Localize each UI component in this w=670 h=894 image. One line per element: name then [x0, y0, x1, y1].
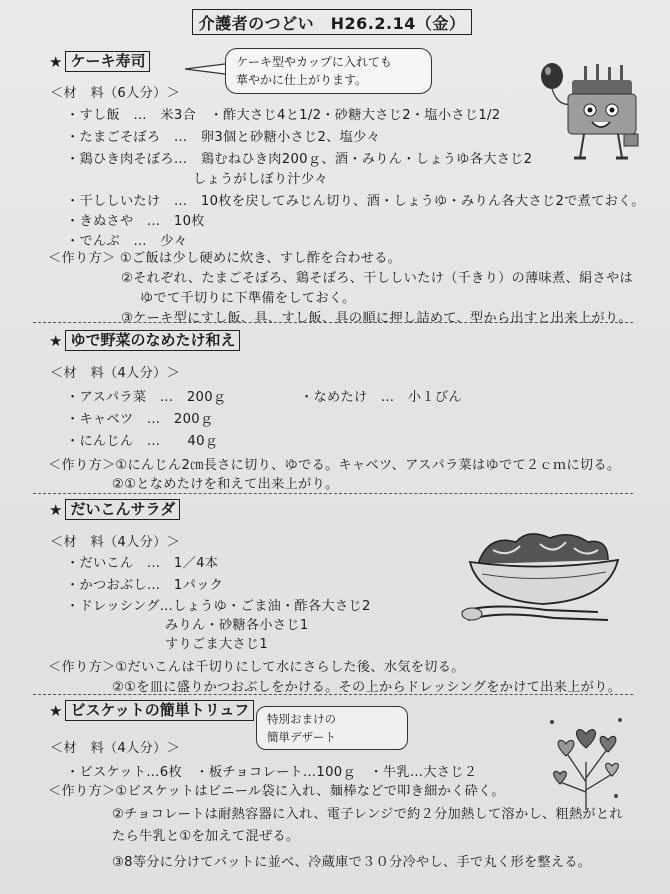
section-divider — [33, 493, 633, 494]
daikon-ingredient: みりん・砂糖各小さじ1 — [165, 618, 309, 633]
star-icon: ★ — [49, 701, 63, 720]
namedake-ingredient: ・なめたけ … 小１びん — [300, 390, 462, 405]
cake-sushi-ingredient: ・きぬさや … 10枚 — [66, 214, 205, 229]
namedake-ingredient: ・にんじん … 40ｇ — [66, 434, 219, 449]
cake-sushi-note — [225, 48, 432, 94]
section-divider — [33, 322, 633, 323]
namedake-step: ＜作り方＞①にんじん2㎝長さに切り、ゆでる。キャベツ、アスパラ菜はゆでて２ｃｍに切る。 — [48, 458, 621, 473]
cake-sushi-note-line-2: 華やかに仕上がります。 — [236, 73, 368, 87]
cake-sushi-ingredient: ・干ししいたけ … 10枚を戻してみじん切り、酒・しょうゆ・みりん各大さじ2で煮ておく。 — [66, 194, 645, 209]
daikon-ingredient: ・ドレッシング…しょうゆ・ごま油・酢各大さじ2 — [66, 599, 371, 614]
section-title-truffle — [49, 700, 254, 721]
heart-bouquet-icon — [546, 712, 626, 812]
daikon-ingredient: すりごま大さじ1 — [165, 637, 269, 652]
truffle-title: ビスケットの簡単トリュフ — [65, 700, 254, 721]
bonus-dessert-label-line-2: 簡単デザート — [267, 730, 336, 744]
cake-sushi-ingredient: ・すし飯 … 米3合 ・酢大さじ4と1/2・砂糖大さじ2・塩小さじ1/2 — [66, 108, 501, 123]
cake-sushi-step: ＜作り方＞ ①ご飯は少し硬めに炊き、すし酢を合わせる。 — [48, 251, 402, 266]
cake-sushi-step: ゆでて千切りに下準備をしておく。 — [140, 291, 356, 306]
truffle-ingredients-header: ＜材 料（4人分）＞ — [50, 741, 181, 756]
salad-bowl-icon — [458, 528, 628, 628]
cake-sushi-step: ②それぞれ、たまごそぼろ、鶏そぼろ、干ししいたけ（千きり）の薄味煮、絹さやは — [121, 271, 633, 286]
star-icon: ★ — [49, 500, 63, 519]
daikon-step: ②①を皿に盛りかつおぶしをかける。その上からドレッシングをかけて出来上がり。 — [112, 680, 622, 695]
section-divider — [33, 694, 633, 695]
daikon-step: ＜作り方＞①だいこんは千切りにして水にさらした後、水気を切る。 — [48, 660, 465, 675]
truffle-ingredient: ・ビスケット…6枚 ・板チョコレート…100ｇ ・牛乳…大さじ２ — [66, 765, 478, 780]
cake-sushi-note-line-1: ケーキ型やカップに入れても — [236, 55, 392, 69]
truffle-step: たら牛乳と①を加えて混ぜる。 — [112, 829, 300, 844]
cake-sushi-step: ③ケーキ型にすし飯、具、すし飯、具の順に押し詰めて、型から出すと出来上がり。 — [121, 311, 632, 326]
cake-sushi-ingredient: ・鶏ひき肉そぼろ… 鶏むねひき肉200ｇ、酒・みりん・しょうゆ各大さじ2 — [66, 152, 533, 167]
bonus-dessert-label — [256, 706, 408, 750]
truffle-step: ③8等分に分けてバットに並べ、冷蔵庫で３０分冷やし、手で丸く形を整える。 — [112, 855, 592, 870]
daikon-ingredients-header: ＜材 料（4人分）＞ — [50, 535, 181, 550]
namedake-ingredient: ・アスパラ菜 … 200ｇ — [66, 390, 227, 405]
section-title-namedake — [49, 330, 240, 351]
section-title-daikon-salad — [49, 499, 180, 520]
daikon-salad-title: だいこんサラダ — [65, 499, 180, 520]
daikon-ingredient: ・だいこん … 1／4本 — [66, 556, 219, 571]
cake-sushi-title: ケーキ寿司 — [65, 51, 150, 72]
namedake-title: ゆで野菜のなめたけ和え — [65, 330, 240, 351]
truffle-step: ②チョコレートは耐熱容器に入れ、電子レンジで約２分加熱して溶かし、粗熱がとれ — [112, 807, 623, 822]
cake-sushi-ingredient: ・たまごそぼろ … 卵3個と砂糖小さじ2、塩少々 — [66, 130, 381, 145]
birthday-cake-mascot-icon — [532, 62, 650, 182]
bonus-dessert-label-line-1: 特別おまけの — [267, 712, 336, 726]
page-title: 介護者のつどい H26.2.14（金） — [192, 9, 472, 35]
namedake-step: ②①となめたけを和えて出来上がり。 — [112, 477, 339, 492]
namedake-ingredients-header: ＜材 料（4人分）＞ — [50, 366, 181, 381]
section-title-cake-sushi — [49, 51, 150, 72]
cake-sushi-ingredient: しょうがしぼり汁少々 — [193, 172, 328, 187]
cake-sushi-ingredient: ・でんぶ … 少々 — [66, 234, 188, 249]
truffle-step: ＜作り方＞①ビスケットはビニール袋に入れ、麺棒などで叩き細かく砕く。 — [48, 784, 505, 799]
namedake-ingredient: ・キャベツ … 200ｇ — [66, 412, 214, 427]
cake-sushi-ingredients-header: ＜材 料（6人分）＞ — [50, 86, 181, 101]
daikon-ingredient: ・かつおぶし… 1パック — [66, 578, 224, 593]
star-icon: ★ — [49, 52, 63, 71]
star-icon: ★ — [49, 331, 63, 350]
